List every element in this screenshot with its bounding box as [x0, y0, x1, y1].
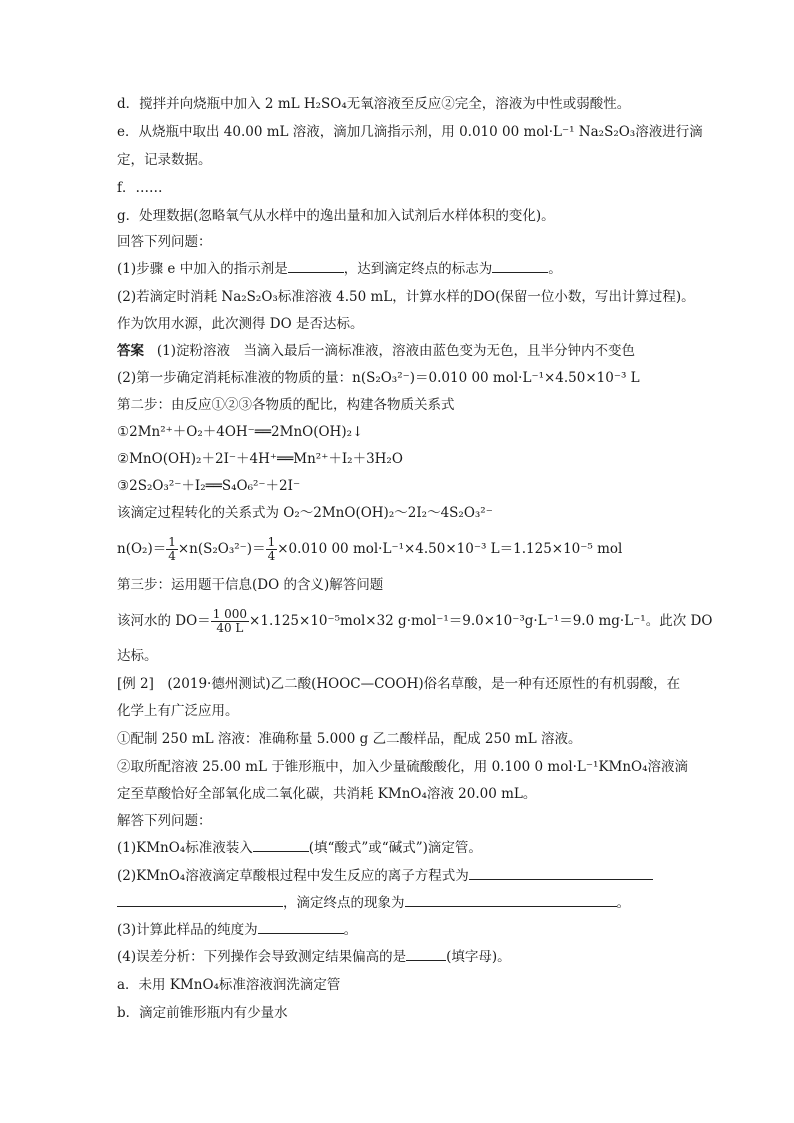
calc-text-c: ×0.010 00 mol·L⁻¹×4.50×10⁻³ L＝1.125×10⁻⁵ mol [277, 541, 623, 557]
part-1-text-b: (填“酸式”或“碱式”)滴定管。 [308, 840, 482, 856]
answer-blank [469, 866, 653, 880]
part-4-text-a: (4)误差分析：下列操作会导致测定结果偏高的是 [117, 949, 407, 965]
part-3 [117, 920, 357, 940]
answer-blank [492, 259, 548, 273]
part-4-text-b: (填字母)。 [446, 949, 511, 965]
answer-2-step1: (2)第一步确定消耗标准液的物质的量：n(S₂O₃²⁻)＝0.010 00 mol·L⁻¹×4.50×10⁻³ L [117, 370, 640, 386]
example-2-step2-line1: ②取所配溶液 25.00 mL 于锥形瓶中，加入少量硫酸酸化，用 0.100 0 mol·L⁻¹KMnO₄溶液滴 [117, 759, 689, 775]
example-2-step2-line2: 定至草酸恰好全部氧化成二氧化碳，共消耗 KMnO₄溶液 20.00 mL。 [117, 786, 537, 802]
do-conclusion: 达标。 [117, 648, 158, 664]
reaction-3: ③2S₂O₃²⁻＋I₂══S₄O₆²⁻＋2I⁻ [117, 478, 301, 494]
part-3-text-a: (3)计算此样品的纯度为 [117, 922, 258, 938]
reaction-2: ②MnO(OH)₂＋2I⁻＋4H⁺══Mn²⁺＋I₂＋3H₂O [117, 451, 403, 467]
part-2-text-a: (2)KMnO₄溶液滴定草酸根过程中发生反应的离子方程式为 [117, 868, 469, 884]
question-2-line2: 作为饮用水源，此次测得 DO 是否达标。 [117, 316, 364, 332]
do-text-a: 该河水的 DO＝ [117, 613, 211, 629]
do-calculation [117, 606, 712, 636]
answer-blank [406, 947, 446, 961]
question-2-line1: (2)若滴定时消耗 Na₂S₂O₃标准溶液 4.50 mL，计算水样的DO(保留一位小数，写出计算过程)。 [117, 289, 695, 305]
answer-blank [288, 259, 344, 273]
part-4 [117, 947, 511, 967]
part-2-line1 [117, 866, 653, 886]
part-2-text-c: 。 [616, 895, 630, 911]
example-2-question-intro: 解答下列问题： [117, 813, 212, 829]
part-2-text-b: ，滴定终点的现象为 [283, 895, 405, 911]
relation-line: 该滴定过程转化的关系式为 O₂～2MnO(OH)₂～2I₂～4S₂O₃²⁻ [117, 505, 493, 521]
part-2-line2 [117, 893, 630, 913]
question-1-text-c: 。 [548, 261, 562, 277]
answer-2-step3: 第三步：运用题干信息(DO 的含义)解答问题 [117, 577, 384, 593]
part-3-text-b: 。 [343, 922, 358, 938]
answer-blank [117, 893, 283, 907]
fraction-one-quarter: $\frac{1}{4}$ [267, 535, 276, 563]
calc-text-a: n(O₂)＝ [117, 541, 167, 557]
step-g: g．处理数据(忽略氧气从水样中的逸出量和加入试剂后水样体积的变化)。 [117, 208, 555, 224]
fraction-one-quarter: $\frac{1}{4}$ [168, 535, 176, 563]
answer-label: 答案 [117, 343, 144, 359]
do-text-b: ×1.125×10⁻⁵mol×32 g·mol⁻¹＝9.0×10⁻³g·L⁻¹＝9.0 mg·L⁻¹。此次 DO [249, 613, 713, 629]
answer-blank [253, 838, 309, 852]
step-e-line1: e．从烧瓶中取出 40.00 mL 溶液，滴加几滴指示剂，用 0.010 00 mol·L⁻¹ Na₂S₂O₃溶液进行滴 [117, 124, 703, 140]
answer-1-text: (1)淀粉溶液 当滴入最后一滴标准液，溶液由蓝色变为无色，且半分钟内不变色 [156, 343, 635, 359]
question-1-text-b: ，达到滴定终点的标志为 [343, 261, 493, 277]
step-f: f．…… [117, 180, 163, 196]
oxygen-calculation [117, 534, 622, 564]
answer-blank [405, 893, 617, 907]
step-e-line2: 定，记录数据。 [117, 152, 212, 168]
answer-2-step2: 第二步：由反应①②③各物质的配比，构建各物质关系式 [117, 397, 455, 413]
example-2-step1: ①配制 250 mL 溶液：准确称量 5.000 g 乙二酸样品，配成 250 mL 溶液。 [117, 731, 582, 747]
answer-blank [258, 920, 344, 934]
part-1 [117, 838, 482, 858]
option-a: a．未用 KMnO₄标准溶液润洗滴定管 [117, 977, 341, 993]
step-d: d．搅拌并向烧瓶中加入 2 mL H₂SO₄无氧溶液至反应②完全，溶液为中性或弱酸性。 [117, 96, 631, 112]
question-1-text-a: (1)步骤 e 中加入的指示剂是 [117, 261, 288, 277]
reaction-1: ①2Mn²⁺＋O₂＋4OH⁻══2MnO(OH)₂↓ [117, 424, 364, 440]
fraction-1000-over-40L: $\frac{1 000}{40 L}$ [212, 607, 248, 635]
question-intro: 回答下列问题： [117, 234, 212, 250]
question-1 [117, 259, 562, 279]
calc-text-b: ×n(S₂O₃²⁻)＝ [177, 541, 266, 557]
option-b: b．滴定前锥形瓶内有少量水 [117, 1005, 288, 1021]
answer-line1 [117, 341, 635, 361]
part-1-text-a: (1)KMnO₄标准液装入 [117, 840, 253, 856]
example-2-line2: 化学上有广泛应用。 [117, 703, 239, 719]
example-2-line1: [例 2] (2019·德州测试)乙二酸(HOOC—COOH)俗名草酸，是一种有还原性的有机弱酸，在 [117, 676, 681, 692]
